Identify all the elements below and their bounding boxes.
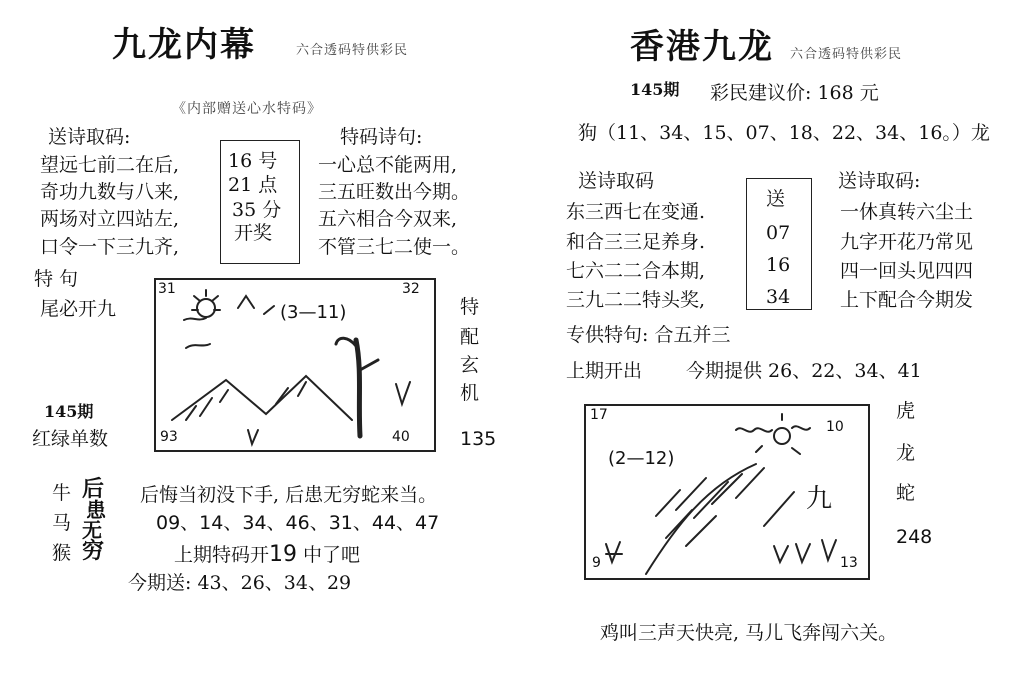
left-last-prefix: 上期特码开: [174, 544, 270, 566]
sketch-label: 40: [392, 429, 410, 445]
sketch-label: 31: [158, 281, 176, 297]
sketch-label: 10: [826, 419, 844, 435]
left-special-poem-line: 三五旺数出今期。: [318, 181, 471, 203]
right-sketch: [584, 404, 870, 580]
right-number-right: 248: [896, 526, 933, 548]
left-red-green: 红绿单数: [32, 428, 109, 450]
left-sketch: [154, 278, 436, 452]
right-last-label: 上期开出: [566, 360, 643, 382]
left-box-line: 21 点: [228, 174, 278, 196]
right-box-line: 16: [766, 254, 791, 276]
left-poem-line: 奇功九数与八来,: [40, 181, 180, 203]
right-poem-line2: 九字开花乃常见: [840, 231, 974, 253]
left-special-phrase-label: 特 句: [34, 268, 79, 290]
left-box-line: 开奖: [234, 222, 273, 244]
sketch-label: 32: [402, 281, 420, 297]
right-special-phrase: 专供特句: 合五并三: [566, 324, 731, 346]
right-poem-line2: 一休真转六尘土: [840, 201, 974, 223]
big-char: 患: [86, 498, 106, 522]
left-special-poem-line: 五六相合今双来,: [318, 208, 458, 230]
right-poem-line2: 四一回头见四四: [840, 260, 974, 282]
sketch-label: (2—12): [608, 448, 675, 469]
right-poem-label: 送诗取码: [578, 170, 655, 192]
right-poem-line: 三九二二特头奖,: [566, 289, 706, 311]
right-box-line: 34: [766, 286, 791, 308]
right-poem-line: 七六二二合本期,: [566, 260, 706, 282]
right-vertical-char: 蛇: [896, 482, 916, 504]
right-price: 彩民建议价: 168 元: [710, 82, 879, 104]
left-this-period: 今期送: 43、26、34、29: [128, 572, 352, 594]
right-title: 香港九龙: [630, 27, 774, 67]
right-subtitle: 六合透码特供彩民: [790, 47, 903, 62]
sketch-label: 九: [806, 484, 833, 514]
right-period: 145期: [630, 80, 680, 99]
left-poem-line: 望远七前二在后,: [40, 154, 180, 176]
right-bottom-line: 鸡叫三声天快亮, 马儿飞奔闯六关。: [600, 622, 898, 644]
right-poem-label2: 送诗取码:: [838, 170, 921, 192]
right-poem-line: 和合三三足养身.: [566, 231, 706, 253]
right-vertical-char: 龙: [896, 442, 916, 464]
zodiac-char: 马: [52, 512, 72, 534]
right-box-line: 送: [766, 188, 786, 210]
left-note: 《内部赠送心水特码》: [172, 101, 322, 117]
left-poem-label: 送诗取码:: [48, 126, 131, 148]
left-box-line: 16 号: [228, 150, 278, 172]
left-special-phrase: 尾必开九: [40, 298, 117, 320]
zodiac-char: 猴: [52, 542, 72, 564]
left-number-right: 135: [460, 428, 497, 450]
left-title: 九龙内幕: [112, 25, 256, 65]
right-offer: 今期提供 26、22、34、41: [686, 360, 922, 382]
big-char: 穷: [82, 538, 105, 564]
left-vertical-char: 玄: [460, 354, 480, 376]
left-period: 145期: [44, 402, 94, 421]
right-box-line: 07: [766, 222, 791, 244]
big-char: 后: [82, 476, 105, 502]
left-vertical-char: 特: [460, 296, 480, 318]
sketch-label: 93: [160, 429, 178, 445]
big-char: 无: [82, 518, 102, 542]
left-vertical-char: 配: [460, 326, 480, 348]
left-numbers: 09、14、34、46、31、44、47: [156, 512, 440, 534]
right-dog-line: 狗（11、34、15、07、18、22、34、16。）龙: [578, 122, 990, 144]
sketch-label: 9: [592, 555, 601, 571]
left-last-suffix: 中了吧: [297, 544, 361, 566]
left-last-line: [174, 544, 360, 566]
left-last-number: 19: [269, 542, 298, 567]
sketch-label: 17: [590, 407, 608, 423]
zodiac-char: 牛: [52, 482, 72, 504]
right-poem-line: 东三西七在变通.: [566, 201, 706, 223]
left-special-poem-line: 一心总不能两用,: [318, 154, 458, 176]
left-box-line: 35 分: [232, 199, 282, 221]
sketch-label: (3—11): [280, 302, 347, 323]
right-vertical-char: 虎: [896, 400, 916, 422]
left-saying: 后悔当初没下手, 后患无穷蛇来当。: [140, 484, 438, 506]
left-special-poem-label: 特码诗句:: [340, 126, 423, 148]
right-poem-line2: 上下配合今期发: [840, 289, 974, 311]
left-poem-line: 两场对立四站左,: [40, 208, 180, 230]
left-vertical-char: 机: [460, 382, 480, 404]
sketch-label: 13: [840, 555, 858, 571]
left-poem-line: 口令一下三九齐,: [40, 236, 180, 258]
left-subtitle: 六合透码特供彩民: [296, 43, 409, 58]
left-special-poem-line: 不管三七二使一。: [318, 236, 471, 258]
